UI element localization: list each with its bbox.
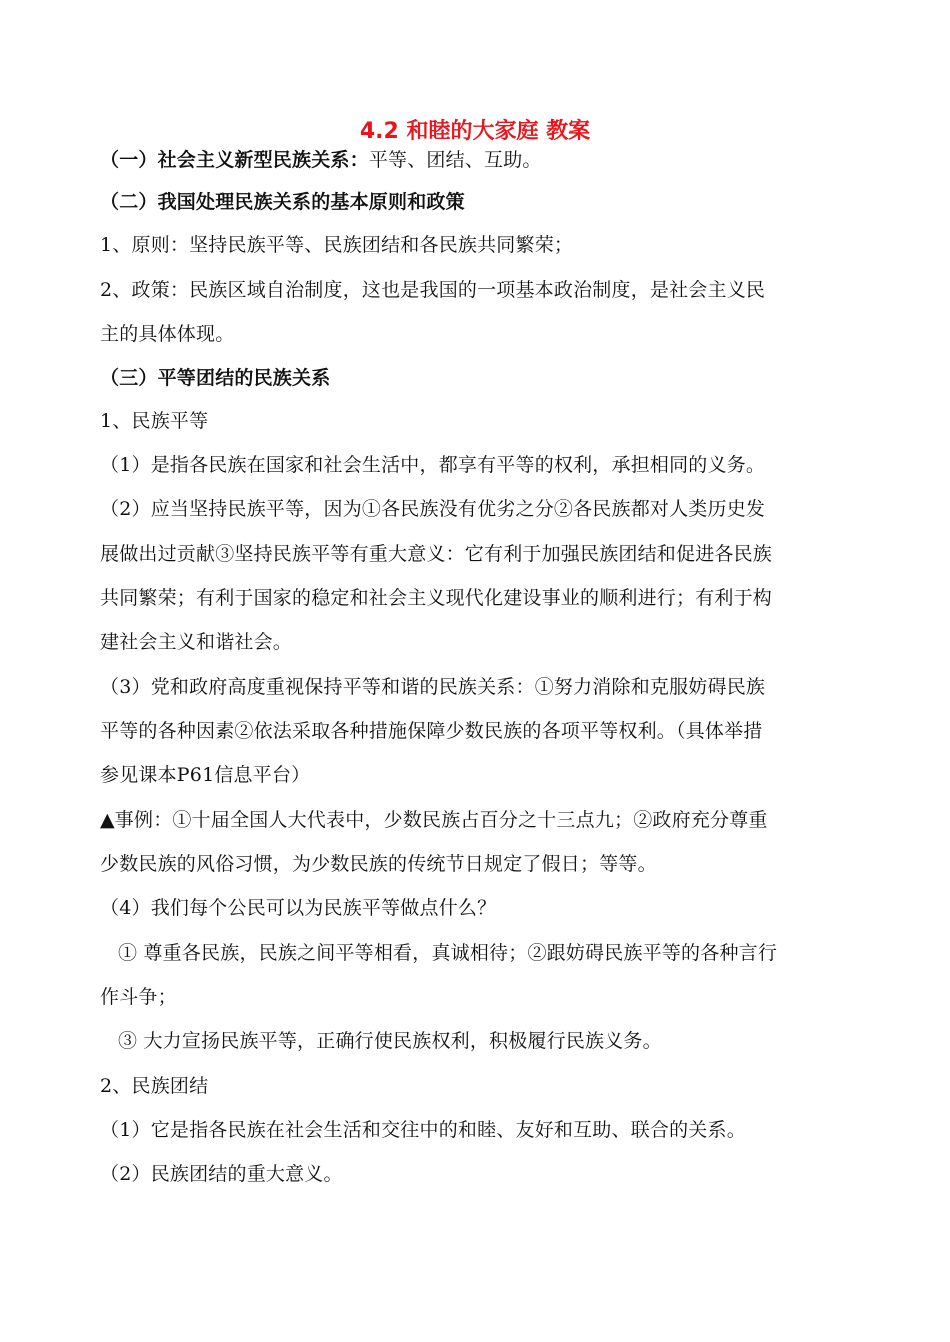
section-one-heading: （一）社会主义新型民族关系： — [100, 149, 369, 171]
section-three-heading: （三）平等团结的民族关系 — [100, 367, 331, 389]
citizen-item-3: ③ 大力宣扬民族平等，正确行使民族权利，积极履行民族义务。 — [118, 1030, 662, 1052]
principle-line: 1、原则：坚持民族平等、民族团结和各民族共同繁荣； — [100, 234, 574, 256]
citizen-item-1-line-2: 作斗争； — [100, 986, 177, 1008]
paragraph-equality-2-line-2: 展做出过贡献③坚持民族平等有重大意义：它有利于加强民族团结和促进各民族 — [100, 543, 773, 565]
paragraph-unity-2: （2）民族团结的重大意义。 — [100, 1163, 343, 1185]
section-two-heading: （二）我国处理民族关系的基本原则和政策 — [100, 191, 465, 213]
example-line-1: ▲事例：①十届全国人大代表中，少数民族占百分之十三点九；②政府充分尊重 — [100, 809, 768, 831]
paragraph-equality-3-line-2: 平等的各种因素②依法采取各种措施保障少数民族的各项平等权利。（具体举措 — [100, 720, 763, 742]
document-title: 4.2 和睦的大家庭 教案 — [359, 119, 591, 144]
paragraph-equality-2-line-3: 共同繁荣；有利于国家的稳定和社会主义现代化建设事业的顺利进行；有利于构 — [100, 587, 773, 609]
section-one-line — [100, 140, 542, 180]
paragraph-equality-3-line-1: （3）党和政府高度重视保持平等和谐的民族关系：①努力消除和克服妨碍民族 — [100, 676, 766, 698]
paragraph-equality-2-line-1: （2）应当坚持民族平等，因为①各民族没有优劣之分②各民族都对人类历史发 — [100, 498, 766, 520]
subsection-equality-heading: 1、民族平等 — [100, 410, 209, 432]
policy-line-2: 主的具体体现。 — [100, 323, 235, 345]
paragraph-equality-1: （1）是指各民族在国家和社会生活中，都享有平等的权利，承担相同的义务。 — [100, 454, 766, 476]
citizen-item-1-line-1: ① 尊重各民族，民族之间平等相看，真诚相待；②跟妨碍民族平等的各种言行 — [118, 942, 778, 964]
section-one-text: 平等、团结、互助。 — [368, 149, 542, 171]
paragraph-equality-3-line-3: 参见课本P61信息平台） — [100, 764, 311, 786]
paragraph-equality-4-heading: （4）我们每个公民可以为民族平等做点什么？ — [100, 897, 497, 919]
paragraph-equality-2-line-4: 建社会主义和谐社会。 — [100, 631, 293, 653]
example-line-2: 少数民族的风俗习惯，为少数民族的传统节日规定了假日；等等。 — [100, 853, 657, 875]
paragraph-unity-1: （1）它是指各民族在社会生活和交往中的和睦、友好和互助、联合的关系。 — [100, 1119, 746, 1141]
subsection-unity-heading: 2、民族团结 — [100, 1075, 209, 1097]
policy-line-1: 2、政策：民族区域自治制度，这也是我国的一项基本政治制度，是社会主义民 — [100, 279, 766, 301]
